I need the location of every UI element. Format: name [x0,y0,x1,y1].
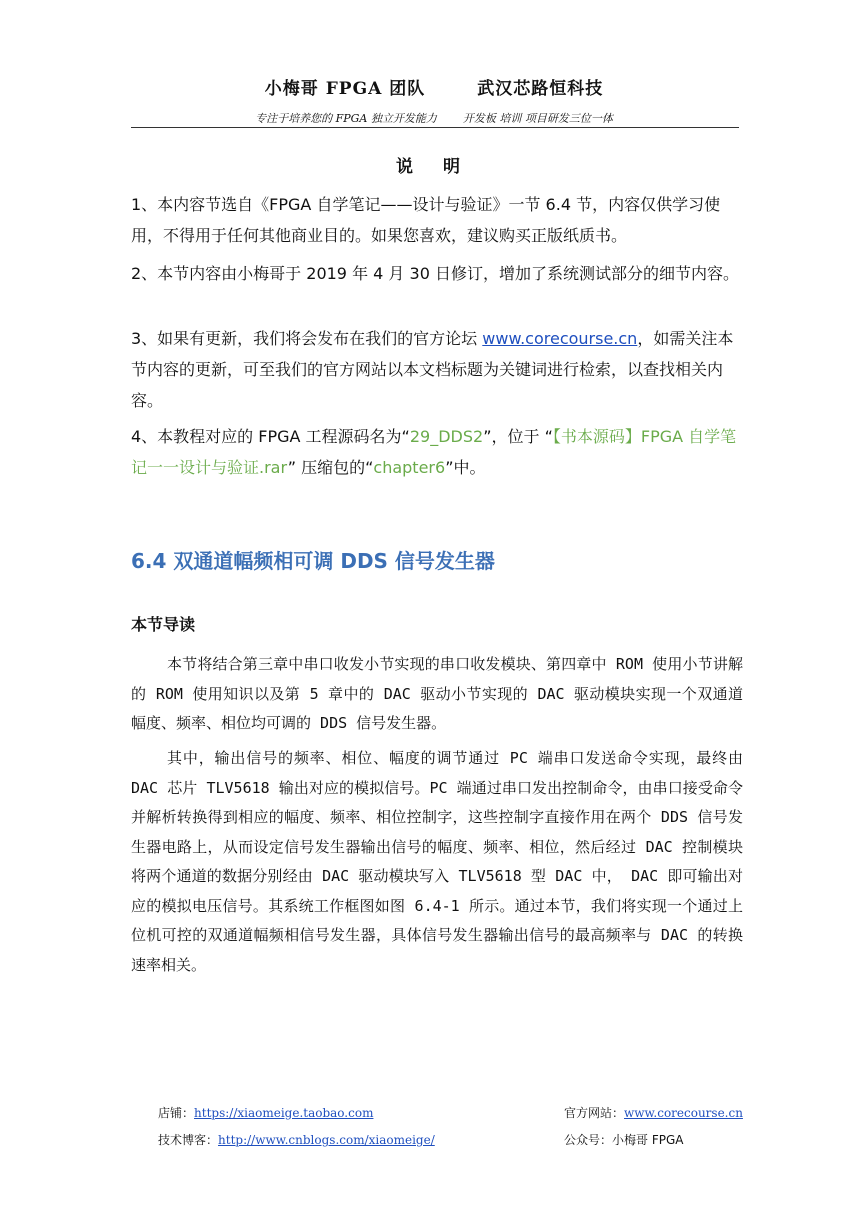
footer-wechat-label: 公众号： [564,1133,613,1147]
header-team: 小梅哥 FPGA 团队 [264,79,426,99]
page-header-title [0,74,868,99]
footer-blog [158,1131,435,1148]
header-company: 武汉芯路恒科技 [477,79,604,99]
notice-item-1: 1、本内容节选自《FPGA 自学笔记——设计与验证》一节 6.4 节，内容仅供学习使用，不得用于任何其他商业目的。如果您喜欢，建议购买正版纸质书。 [131,195,721,245]
footer-shop [158,1104,373,1121]
page-header-tagline [0,110,868,126]
chapter-heading: 6.4 双通道幅频相可调 DDS 信号发生器 [131,549,495,573]
project-name: 29_DDS2 [409,427,484,446]
notice-item-4-text-end: ”中。 [445,458,486,477]
header-divider [131,127,739,128]
site-link[interactable]: www.corecourse.cn [624,1106,743,1120]
forum-link[interactable]: www.corecourse.cn [482,329,638,348]
footer-blog-label: 技术博客： [158,1133,219,1147]
notice-item-3-text-end: ，如需关注本节内容的更新，可至我们的官方网站以本文档标题为关键词进行检索，以查找相关内容。 [131,329,734,410]
wechat-account: 小梅哥 FPGA [612,1133,684,1147]
footer-wechat [564,1131,683,1148]
notice-item-2: 2、本节内容由小梅哥于 2019 年 4 月 30 日修订，增加了系统测试部分的细节内容。 [131,264,739,283]
tagline-left: 专注于培养您的 FPGA 独立开发能力 [255,112,437,125]
tagline-right: 开发板 培训 项目研发三位一体 [462,112,613,125]
body-paragraph-1: 本节将结合第三章中串口收发小节实现的串口收发模块、第四章中 ROM 使用小节讲解的 ROM 使用知识以及第 5 章中的 DAC 驱动小节实现的 DAC 驱动模块实现一个双通道幅度、频率、相位均可调的 DDS 信号发生器。 [131,655,743,732]
notice-item-4-text-mid2: ” 压缩包的“ [287,458,374,477]
notice-title: 说 明 [396,157,472,177]
notice-item-3-text: 3、如果有更新，我们将会发布在我们的官方论坛 [131,329,483,348]
archive-name: 【书本源码】FPGA 自学笔记一一设计与验证.rar [131,427,737,477]
guide-heading: 本节导读 [131,615,196,634]
footer-shop-label: 店铺： [158,1106,195,1120]
notice-item-4-text: 4、本教程对应的 FPGA 工程源码名为“ [131,427,410,446]
notice-item-4 [131,421,743,483]
notice-item-4-text-mid: ”，位于 “ [483,427,553,446]
notice-item-3 [131,323,743,416]
folder-name: chapter6 [373,458,446,477]
footer-site-label: 官方网站： [564,1106,625,1120]
shop-link[interactable]: https://xiaomeige.taobao.com [194,1106,374,1120]
blog-link[interactable]: http://www.cnblogs.com/xiaomeige/ [218,1133,435,1147]
footer-site [564,1104,743,1121]
body-paragraph-2: 其中，输出信号的频率、相位、幅度的调节通过 PC 端串口发送命令实现，最终由 DAC 芯片 TLV5618 输出对应的模拟信号。PC 端通过串口发出控制命令，由串口接受命令并解析转换得到相应的幅度、频率、相位控制字，这些控制字直接作用在两个 DDS 信号发生器电路上，从而设定信号发生器输出信号的幅度、频率、相位，然后经过 DAC 控制模块将两个通道的数据分别经由 DAC 驱动模块写入 TLV5618 型 DAC 中， DAC 即可输出对应的模拟电压信号。其系统工作框图如图 6.4-1 所示。通过本节，我们将实现一个通过上位机可控的双通道幅频相信号发生器，具体信号发生器输出信号的最高频率与 DAC 的转换速率相关。 [131,749,743,974]
